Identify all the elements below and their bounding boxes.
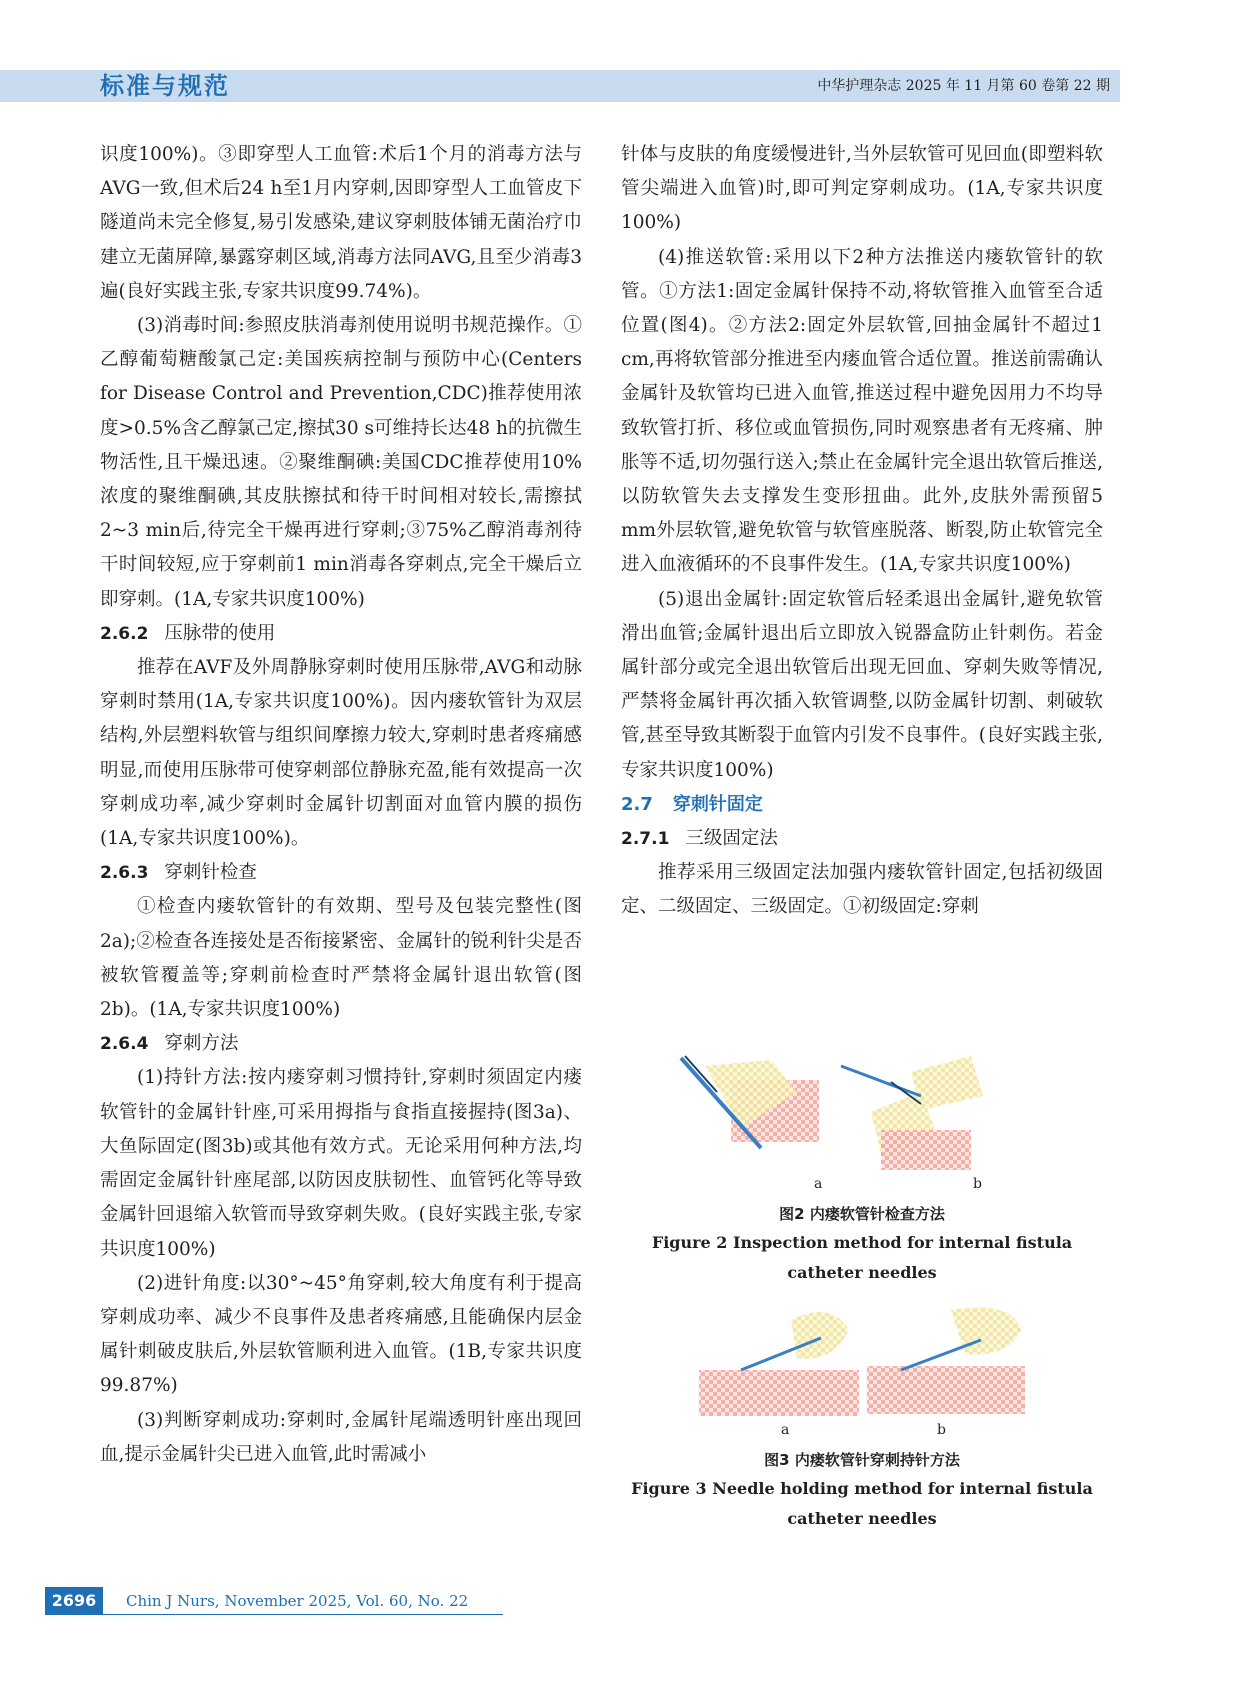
- section-heading-2-6-3: [100, 856, 582, 890]
- page-number: 2696: [45, 1587, 103, 1615]
- heading-number: 2.6.2: [100, 623, 149, 644]
- heading-text: 穿刺方法: [164, 1033, 239, 1055]
- figure-2-photo: [621, 1052, 1103, 1172]
- figure-2a-image: [681, 1056, 819, 1148]
- figure-2-caption-cn: 图2 内瘘软管针检查方法: [779, 1205, 945, 1223]
- right-column: [621, 138, 1103, 925]
- figure-3-caption-en: Figure 3 Needle holding method for internal fistula catheter needles: [631, 1479, 1093, 1528]
- figure-3b-image: [867, 1308, 1025, 1415]
- panel-label-a: a: [781, 1422, 790, 1438]
- figure-3-images: [621, 1300, 1103, 1418]
- paragraph: 推荐采用三级固定法加强内瘘软管针固定,包括初级固定、二级固定、三级固定。①初级固定:穿刺: [621, 862, 1103, 918]
- heading-text: 三级固定法: [685, 828, 778, 850]
- section-heading-2-6-2: [100, 617, 582, 651]
- paragraph: (5)退出金属针:固定软管后轻柔退出金属针,避免软管滑出血管;金属针退出后立即放入锐器盒防止针刺伤。若金属针部分或完全退出软管后出现无回血、穿刺失败等情况,严禁将金属针再次插入软管调整,以防金属针切割、刺破软管,甚至导致其断裂于血管内引发不良事件。(良好实践主张,专家共识度100%): [621, 588, 1103, 781]
- figure-2b-image: [841, 1056, 983, 1170]
- footer-citation: Chin J Nurs, November 2025, Vol. 60, No. 22: [126, 1592, 469, 1610]
- figure-3a-image: [699, 1312, 859, 1416]
- heading-number: 2.6.4: [100, 1034, 149, 1055]
- paragraph: 推荐在AVF及外周静脉穿刺时使用压脉带,AVG和动脉穿刺时禁用(1A,专家共识度100%)。因内瘘软管针为双层结构,外层塑料软管与组织间摩擦力较大,穿刺时患者疼痛感明显,而使用压脉带可使穿刺部位静脉充盈,能有效提高一次穿刺成功率,减少穿刺时金属针切割面对血管内膜的损伤(1A,专家共识度100%)。: [100, 657, 582, 850]
- section-title: 标准与规范: [100, 72, 230, 100]
- paragraph: (2)进针角度:以30°~45°角穿刺,较大角度有利于提高穿刺成功率、减少不良事件及患者疼痛感,且能确保内层金属针刺破皮肤后,外层软管顺利进入血管。(1B,专家共识度99.87%): [100, 1272, 582, 1397]
- paragraph: 识度100%)。③即穿型人工血管:术后1个月的消毒方法与AVG一致,但术后24 h至1月内穿刺,因即穿型人工血管皮下隧道尚未完全修复,易引发感染,建议穿刺肢体铺无菌治疗巾建立无菌屏障,暴露穿刺区域,消毒方法同AVG,且至少消毒3遍(良好实践主张,专家共识度99.74%)。: [100, 144, 582, 302]
- figure-2-panel-labels: [621, 1172, 1103, 1200]
- paragraph: (4)推送软管:采用以下2种方法推送内瘘软管针的软管。①方法1:固定金属针保持不动,将软管推入血管至合适位置(图4)。②方法2:固定外层软管,回抽金属针不超过1 cm,再将软管部分推进至内瘘血管合适位置。推送前需确认金属针及软管均已进入血管,推送过程中避免因用力不均导致软管打折、移位或血管损伤,同时观察患者有无疼痛、肿胀等不适,切勿强行送入;禁止在金属针完全退出软管后推送,以防软管失去支撑发生变形扭曲。此外,皮肤外需预留5 mm外层软管,避免软管与软管座脱落、断裂,防止软管完全进入血液循环的不良事件发生。(1A,专家共识度100%): [621, 246, 1103, 576]
- figure-3-caption-cn: 图3 内瘘软管针穿刺持针方法: [764, 1451, 960, 1469]
- section-heading-2-7-1: [621, 822, 1103, 856]
- figure-2-images: [621, 1052, 1103, 1172]
- section-heading-2-7: [621, 788, 1103, 822]
- panel-label-b: b: [973, 1176, 982, 1192]
- heading-text: 穿刺针检查: [164, 862, 257, 884]
- panel-label-a: a: [814, 1176, 823, 1192]
- paragraph: ①检查内瘘软管针的有效期、型号及包装完整性(图2a);②检查各连接处是否衔接紧密、金属针的锐利针尖是否被软管覆盖等;穿刺前检查时严禁将金属针退出软管(图2b)。(1A,专家共识度100%): [100, 896, 582, 1021]
- paragraph: (3)消毒时间:参照皮肤消毒剂使用说明书规范操作。①乙醇葡萄糖酸氯己定:美国疾病控制与预防中心(Centers for Disease Control and Prevention,CDC)推荐使用浓度>0.5%含乙醇氯己定,擦拭30 s可维持长达48 h的抗微生物活性,且干燥迅速。②聚维酮碘:美国CDC推荐使用10%浓度的聚维酮碘,其皮肤擦拭和待干时间相对较长,需擦拭2~3 min后,待完全干燥再进行穿刺;③75%乙醇消毒剂待干时间较短,应于穿刺前1 min消毒各穿刺点,完全干燥后立即穿刺。(1A,专家共识度100%): [100, 315, 582, 610]
- heading-number: 2.6.3: [100, 863, 149, 884]
- figure-3-panel-labels: [621, 1418, 1103, 1446]
- journal-info: 中华护理杂志 2025 年 11 月第 60 卷第 22 期: [817, 78, 1110, 94]
- paragraph: (3)判断穿刺成功:穿刺时,金属针尾端透明针座出现回血,提示金属针尖已进入血管,此时需减小: [100, 1409, 582, 1465]
- panel-label-b: b: [937, 1422, 946, 1438]
- heading-number: 2.7.1: [621, 829, 670, 850]
- heading-number: 2.7: [621, 793, 653, 815]
- paragraph: 针体与皮肤的角度缓慢进针,当外层软管可见回血(即塑料软管尖端进入血管)时,即可判定穿刺成功。(1A,专家共识度100%): [621, 144, 1103, 234]
- section-heading-2-6-4: [100, 1027, 582, 1061]
- heading-text: 压脉带的使用: [164, 622, 276, 644]
- figure-2-caption-en: Figure 2 Inspection method for internal fistula catheter needles: [651, 1233, 1073, 1282]
- paragraph: (1)持针方法:按内瘘穿刺习惯持针,穿刺时须固定内瘘软管针的金属针针座,可采用拇指与食指直接握持(图3a)、大鱼际固定(图3b)或其他有效方式。无论采用何种方法,均需固定金属针针座尾部,以防因皮肤韧性、血管钙化等导致金属针回退缩入软管而导致穿刺失败。(良好实践主张,专家共识度100%): [100, 1067, 582, 1260]
- figure-2: [621, 1052, 1103, 1288]
- heading-text: 穿刺针固定: [672, 793, 763, 815]
- left-column: [100, 138, 582, 1472]
- figure-3: [621, 1300, 1103, 1534]
- figure-3-photo: [621, 1300, 1103, 1418]
